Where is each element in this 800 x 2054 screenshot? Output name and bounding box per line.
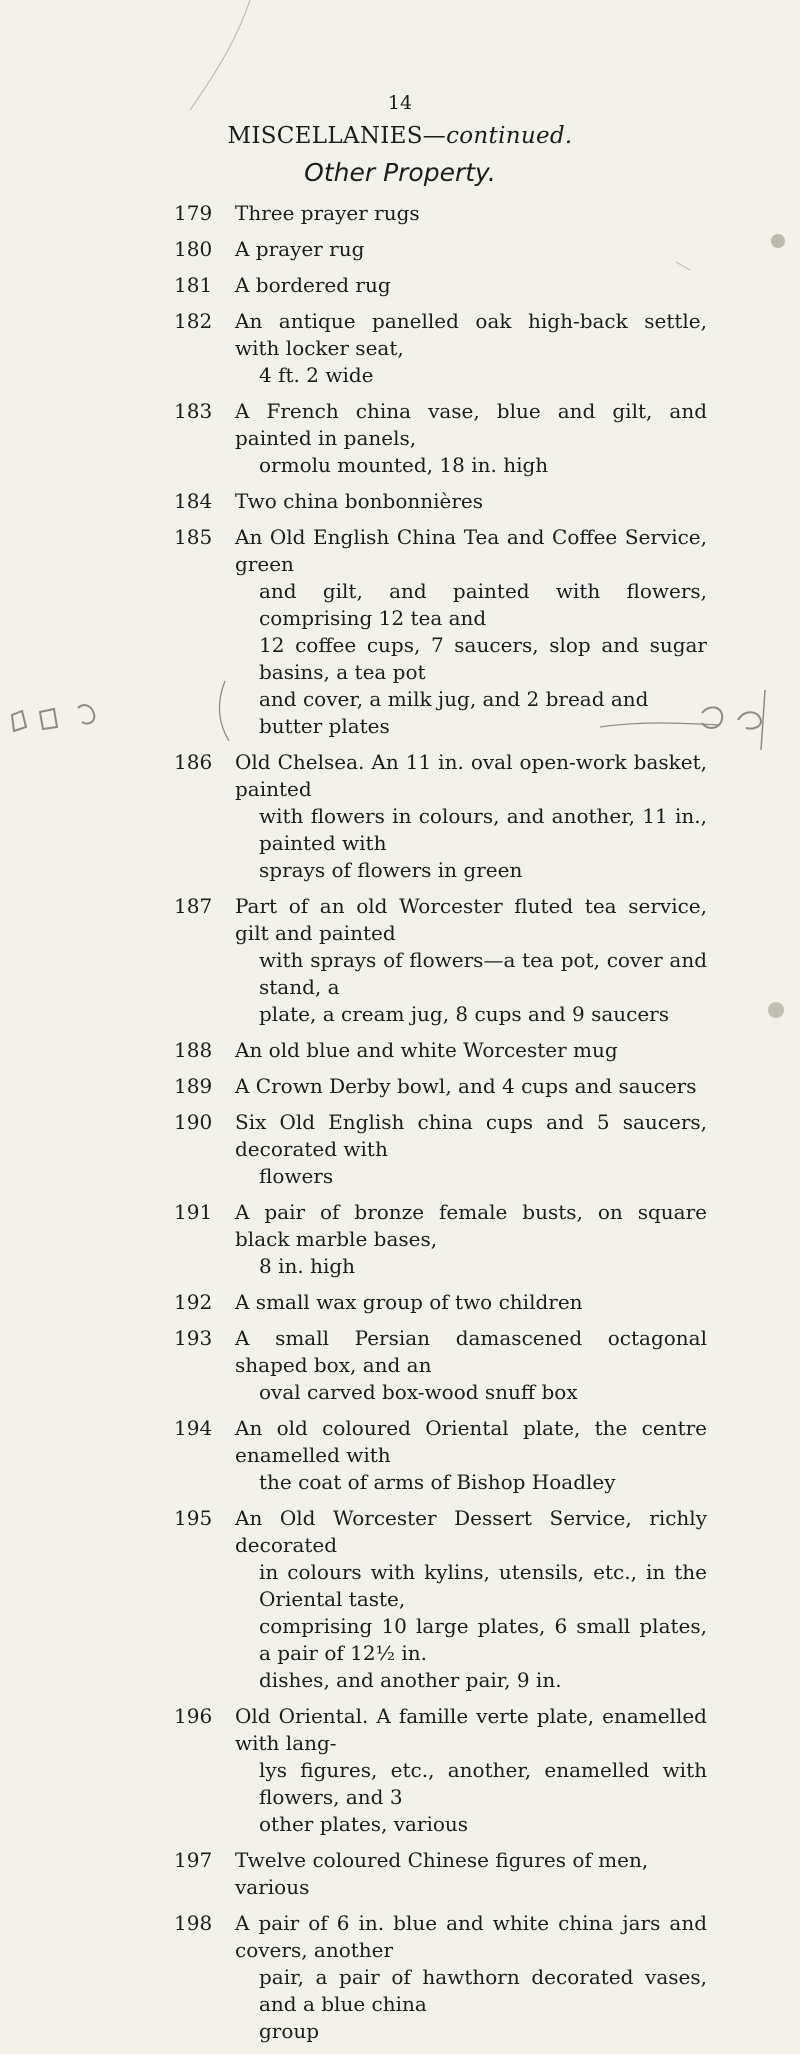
lot-entry: [0, 1847, 800, 1901]
lot-description: [235, 893, 707, 1028]
lot-entry: [0, 200, 800, 227]
lot-description: [235, 200, 707, 227]
lot-number: 184: [174, 489, 213, 513]
lot-entry: [0, 1037, 800, 1064]
lot-description-line: An Old English China Tea and Coffee Service, green: [235, 525, 707, 576]
lot-number: 198: [174, 1911, 213, 1935]
lot-entry: [0, 1415, 800, 1496]
lot-description: [235, 398, 707, 479]
lot-description-line: flowers: [259, 1164, 334, 1188]
lot-entry: [0, 1505, 800, 1694]
lot-description-line: in colours with kylins, utensils, etc., in the Oriental taste,: [259, 1560, 707, 1611]
lot-description-line: A pair of bronze female busts, on square black marble bases,: [235, 1200, 707, 1251]
lot-number: 195: [174, 1506, 213, 1530]
lot-description-line: 12 coffee cups, 7 saucers, slop and sugar basins, a tea pot: [259, 633, 707, 684]
lot-entry: [0, 524, 800, 740]
lot-number: 185: [174, 525, 213, 549]
lot-number: 188: [174, 1038, 213, 1062]
lot-number: 182: [174, 309, 213, 333]
page-subtitle: Other Property.: [304, 158, 496, 187]
lot-description-line: sprays of flowers in green: [259, 858, 523, 882]
lot-number: 180: [174, 237, 213, 261]
lot-number: 183: [174, 399, 213, 423]
lot-description: [235, 488, 707, 515]
lot-entry: [0, 398, 800, 479]
lot-description: [235, 524, 707, 740]
lot-description-line: dishes, and another pair, 9 in.: [259, 1668, 562, 1692]
lot-entry: [0, 1289, 800, 1316]
lot-description-line: and gilt, and painted with flowers, comprising 12 tea and: [259, 579, 707, 630]
lot-description-line: A pair of 6 in. blue and white china jars and covers, another: [235, 1911, 707, 1962]
section-title-main: MISCELLANIES: [227, 123, 423, 149]
lot-description: [235, 1910, 707, 2045]
lot-entry: [0, 1073, 800, 1100]
lot-description-line: with flowers in colours, and another, 11 in., painted with: [259, 804, 707, 855]
lot-number: 194: [174, 1416, 213, 1440]
lot-description-line: with sprays of flowers—a tea pot, cover and stand, a: [259, 948, 707, 999]
lot-description-line: comprising 10 large plates, 6 small plates, a pair of 12½ in.: [259, 1614, 707, 1665]
lot-number: 192: [174, 1290, 213, 1314]
lot-description-line: 8 in. high: [259, 1254, 356, 1278]
lot-entry: [0, 893, 800, 1028]
lot-description-line: the coat of arms of Bishop Hoadley: [259, 1470, 616, 1494]
lot-entry: [0, 1703, 800, 1838]
lot-entry: [0, 1910, 800, 2045]
lot-description-line: A small wax group of two children: [235, 1290, 583, 1314]
lot-number: 191: [174, 1200, 213, 1224]
lot-description-line: An Old Worcester Dessert Service, richly decorated: [235, 1506, 707, 1557]
lot-entry: [0, 236, 800, 263]
lot-description-line: group: [259, 2019, 320, 2043]
lot-number: 189: [174, 1074, 213, 1098]
lot-description-line: pair, a pair of hawthorn decorated vases, and a blue china: [259, 1965, 707, 2016]
lot-description: [235, 1109, 707, 1190]
lot-description: [235, 1847, 707, 1901]
lot-number: 187: [174, 894, 213, 918]
lot-description: [235, 1415, 707, 1496]
section-title-continued: —continued.: [422, 123, 573, 149]
lot-entry: [0, 1109, 800, 1190]
lot-description: [235, 1037, 707, 1064]
lot-entry: [0, 308, 800, 389]
lot-description: [235, 1325, 707, 1406]
lot-description-line: An old coloured Oriental plate, the centre enamelled with: [235, 1416, 707, 1467]
lot-description-line: 4 ft. 2 wide: [259, 363, 374, 387]
lot-number: 181: [174, 273, 213, 297]
lot-description-line: Twelve coloured Chinese figures of men, various: [235, 1848, 649, 1899]
lot-entry: [0, 272, 800, 299]
lot-description-line: A French china vase, blue and gilt, and painted in panels,: [235, 399, 707, 450]
lot-description-line: Two china bonbonnières: [235, 489, 484, 513]
lot-description: [235, 272, 707, 299]
lot-description-line: Part of an old Worcester fluted tea service, gilt and painted: [235, 894, 707, 945]
lot-description: [235, 1505, 707, 1694]
lot-description: [235, 749, 707, 884]
lot-description-line: lys figures, etc., another, enamelled with flowers, and 3: [259, 1758, 707, 1809]
lot-number: 190: [174, 1110, 213, 1134]
lot-description-line: and cover, a milk jug, and 2 bread and butter plates: [259, 687, 649, 738]
lot-number: 197: [174, 1848, 213, 1872]
lot-number: 179: [174, 201, 213, 225]
lot-description: [235, 1703, 707, 1838]
lot-description-line: A bordered rug: [235, 273, 391, 297]
lot-description: [235, 1199, 707, 1280]
lot-description-line: A prayer rug: [235, 237, 365, 261]
lot-entry: [0, 1199, 800, 1280]
lot-description: [235, 1289, 707, 1316]
lot-number: 196: [174, 1704, 213, 1728]
lot-description-line: A Crown Derby bowl, and 4 cups and saucers: [235, 1074, 697, 1098]
lot-description-line: oval carved box-wood snuff box: [259, 1380, 578, 1404]
lot-number: 186: [174, 750, 213, 774]
lot-entry: [0, 1325, 800, 1406]
lot-description-line: A small Persian damascened octagonal shaped box, and an: [235, 1326, 707, 1377]
lot-description-line: Old Oriental. A famille verte plate, enamelled with lang-: [235, 1704, 707, 1755]
section-title: [0, 123, 800, 149]
lot-description-line: An old blue and white Worcester mug: [235, 1038, 618, 1062]
lot-number: 193: [174, 1326, 213, 1350]
lot-description: [235, 236, 707, 263]
lot-description-line: An antique panelled oak high-back settle, with locker seat,: [235, 309, 707, 360]
lot-entry: [0, 749, 800, 884]
lot-description-line: plate, a cream jug, 8 cups and 9 saucers: [259, 1002, 669, 1026]
lot-description-line: ormolu mounted, 18 in. high: [259, 453, 549, 477]
page-number: 14: [387, 92, 413, 114]
lot-description-line: Old Chelsea. An 11 in. oval open-work basket, painted: [235, 750, 707, 801]
lot-description-line: Three prayer rugs: [235, 201, 420, 225]
lot-description-line: Six Old English china cups and 5 saucers, decorated with: [235, 1110, 707, 1161]
lot-entry: [0, 488, 800, 515]
lot-description-line: other plates, various: [259, 1812, 469, 1836]
lot-description: [235, 308, 707, 389]
lot-description: [235, 1073, 707, 1100]
lot-list: [0, 200, 800, 2054]
